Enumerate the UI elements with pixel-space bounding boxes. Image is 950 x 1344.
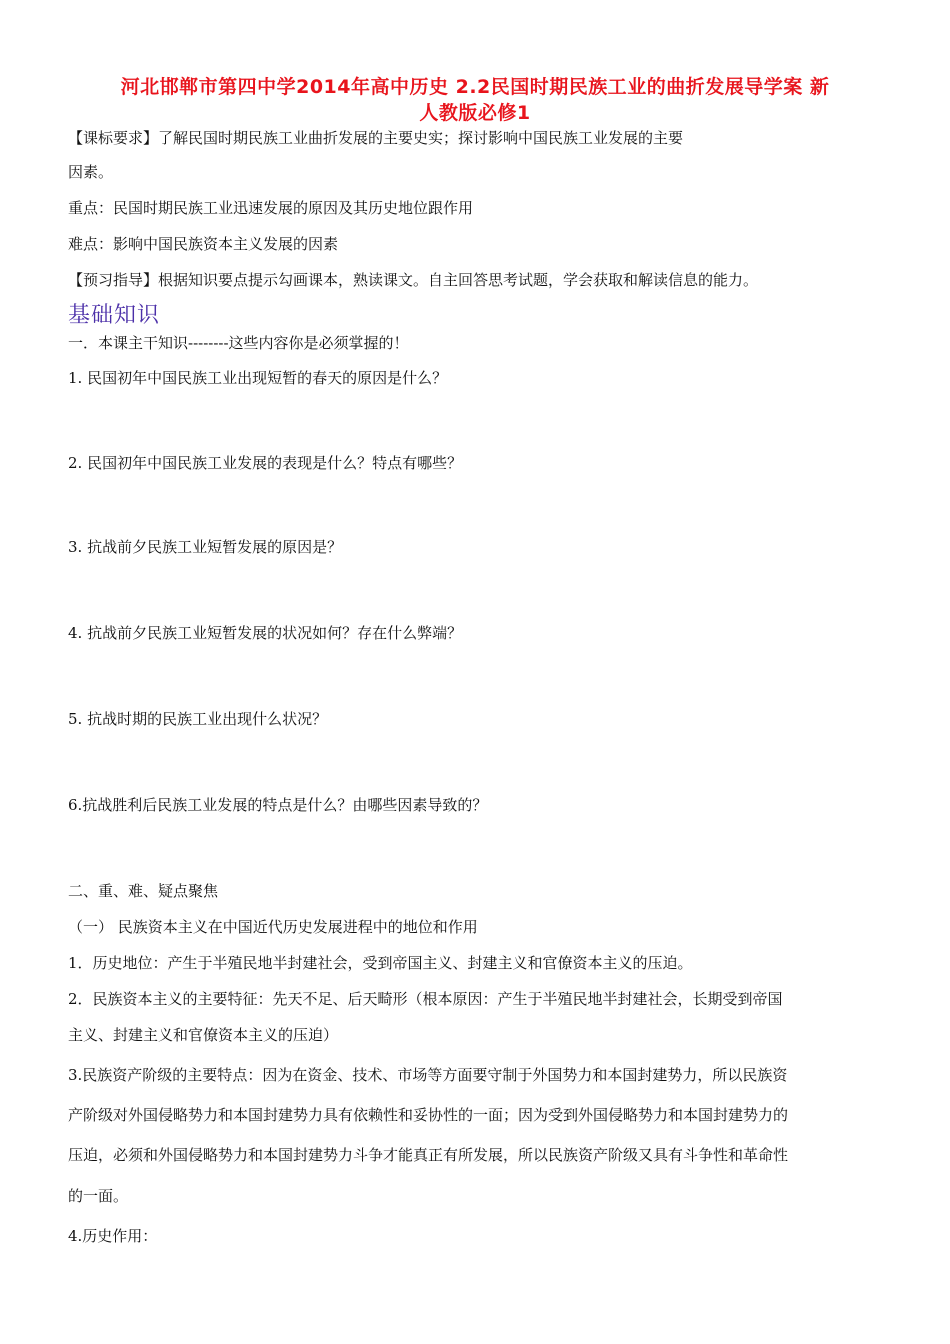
preview-guide: 【预习指导】根据知识要点提示勾画课本，熟读课文。自主回答思考试题，学会获取和解读信息的能力。: [68, 271, 759, 289]
point-2-line-2: 主义、封建主义和官僚资本主义的压迫）: [68, 1026, 339, 1044]
document-title-line-1: 河北邯郸市第四中学2014年高中历史 2.2民国时期民族工业的曲折发展导学案 新: [120, 76, 830, 98]
point-4: 4.历史作用：: [68, 1227, 158, 1245]
document-title-line-2: 人教版必修1: [419, 102, 531, 124]
section-2-heading: 二、重、难、疑点聚焦: [68, 882, 219, 900]
question-6: 6.抗战胜利后民族工业发展的特点是什么？由哪些因素导致的？: [68, 796, 488, 814]
curriculum-standard-line-1: 【课标要求】了解民国时期民族工业曲折发展的主要史实；探讨影响中国民族工业发展的主要: [68, 129, 684, 147]
question-3: 3. 抗战前夕民族工业短暂发展的原因是？: [68, 538, 343, 556]
point-1: 1．历史地位：产生于半殖民地半封建社会，受到帝国主义、封建主义和官僚资本主义的压迫。: [68, 954, 693, 972]
point-3-line-3: 压迫，必须和外国侵略势力和本国封建势力斗争才能真正有所发展，所以民族资产阶级又具有斗争性和革命性: [68, 1146, 789, 1164]
section-1-heading: 一．本课主干知识--------这些内容你是必须掌握的！: [68, 334, 409, 352]
basic-knowledge-banner: [68, 298, 160, 329]
question-4: 4. 抗战前夕民族工业短暂发展的状况如何？存在什么弊端？: [68, 624, 463, 642]
question-5: 5. 抗战时期的民族工业出现什么状况？: [68, 710, 328, 728]
point-3-line-2: 产阶级对外国侵略势力和本国封建势力具有依赖性和妥协性的一面；因为受到外国侵略势力和本国封建势力的: [68, 1106, 789, 1124]
point-3-line-1: 3.民族资产阶级的主要特点：因为在资金、技术、市场等方面要守制于外国势力和本国封建势力，所以民族资: [68, 1066, 788, 1084]
question-2: 2. 民国初年中国民族工业发展的表现是什么？特点有哪些？: [68, 454, 463, 472]
question-1: 1. 民国初年中国民族工业出现短暂的春天的原因是什么？: [68, 369, 448, 387]
difficulty-point: 难点：影响中国民族资本主义发展的因素: [68, 235, 339, 253]
curriculum-standard-line-2: 因素。: [68, 163, 114, 181]
point-2-line-1: 2．民族资本主义的主要特征：先天不足、后天畸形（根本原因：产生于半殖民地半封建社会，长期受到帝国: [68, 990, 783, 1008]
point-3-line-4: 的一面。: [68, 1187, 129, 1205]
key-point: 重点：民国时期民族工业迅速发展的原因及其历史地位跟作用: [68, 199, 474, 217]
subsection-1-heading: （一） 民族资本主义在中国近代历史发展进程中的地位和作用: [68, 918, 478, 936]
banner-text: 基础知识: [68, 303, 161, 328]
